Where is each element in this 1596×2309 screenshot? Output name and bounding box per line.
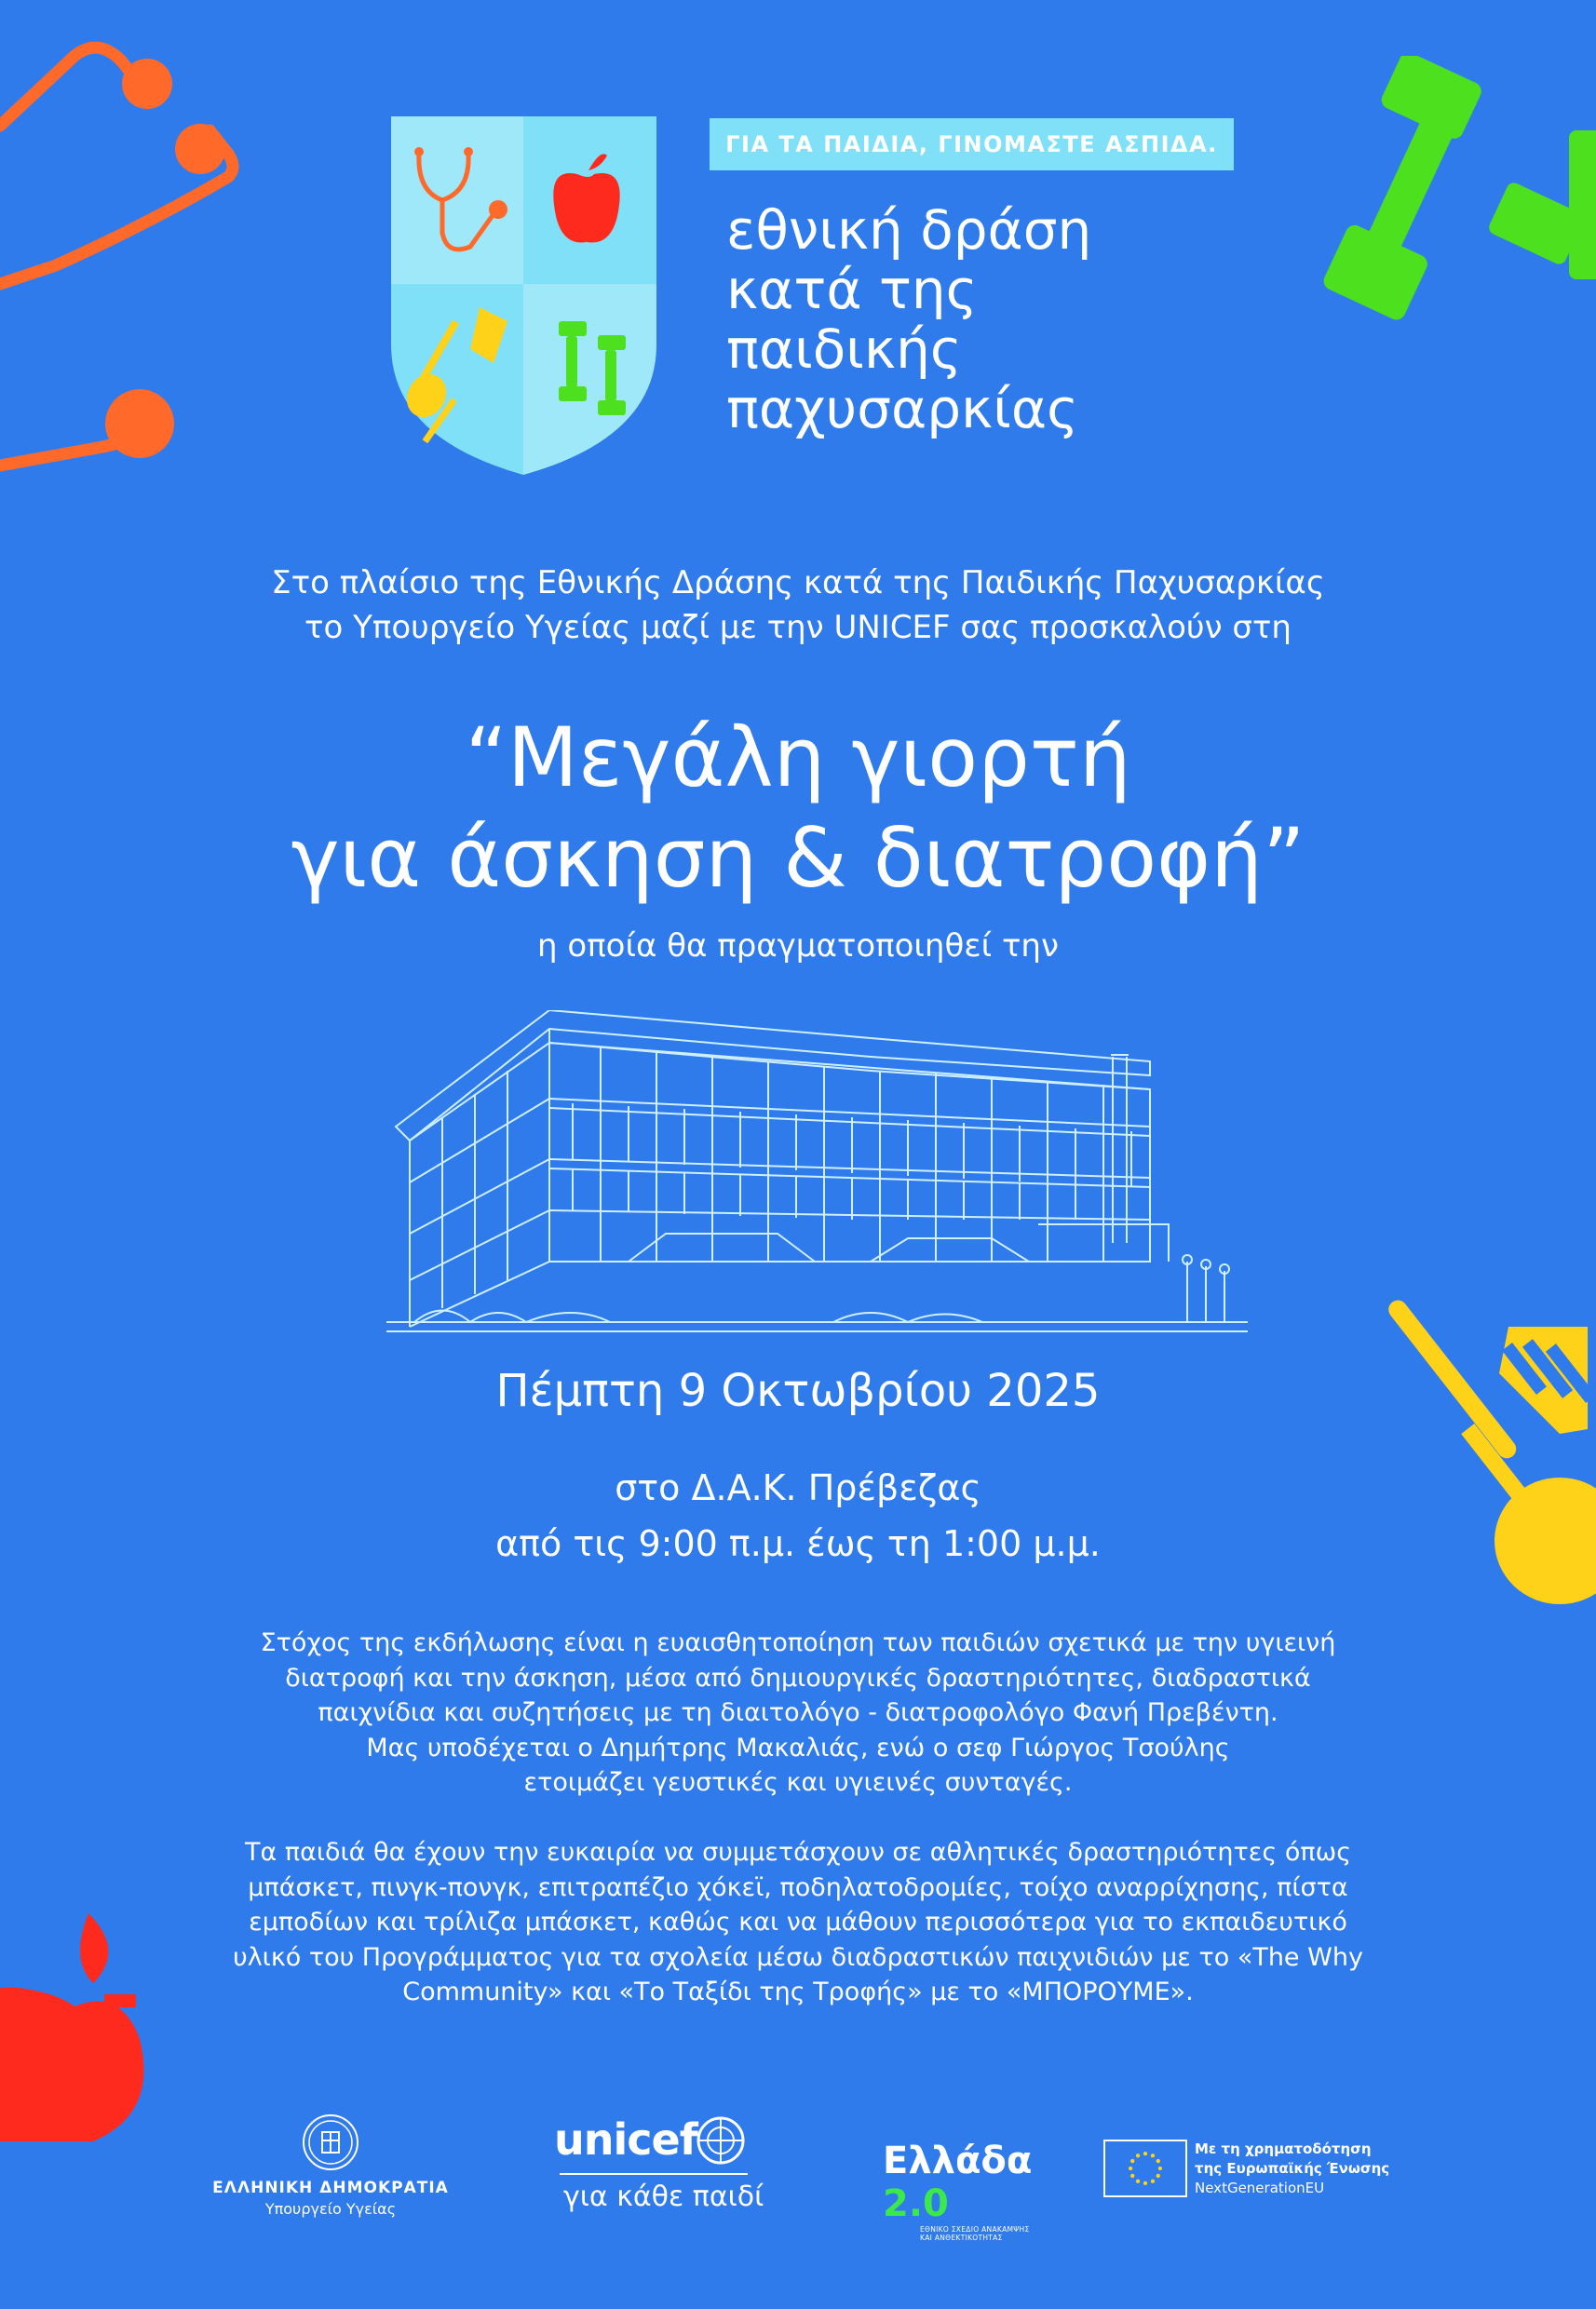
eu-star [1136, 2180, 1140, 2183]
unicef-name: unicef [554, 2114, 697, 2165]
description-paragraph [0, 1626, 1596, 1801]
unicef-logo [554, 2115, 768, 2227]
building-drawing [386, 1010, 1248, 1341]
greek-emblem-icon [302, 2113, 359, 2171]
eu-star [1143, 2181, 1147, 2185]
paragraph-line: διατροφή και την άσκηση, μέσα από δημιουργικές δραστηριότητες, διαδραστικά [285, 1663, 1311, 1693]
paragraph-line: υλικό του Προγράμματος για τα σχολεία μέσω διαδραστικών παιχνιδιών με το «The Why [233, 1942, 1363, 1972]
paragraph-line: μπάσκετ, πινγκ-πονγκ, επιτραπέζιο χόκεϊ, ποδηλατοδρομίες, τοίχο αναρρίχησης, πίστα [248, 1872, 1348, 1902]
intro-line: το Υπουργείο Υγείας μαζί με την UNICEF σας προσκαλούν στη [304, 609, 1292, 646]
eu-funding-logo [1103, 2140, 1420, 2200]
intro-line: Στο πλαίσιο της Εθνικής Δράσης κατά της Παιδικής Παχυσαρκίας [271, 564, 1325, 601]
paragraph-line: Community» και «Το Ταξίδι της Τροφής» με το «ΜΠΟΡΟΥΜΕ». [402, 1978, 1194, 2006]
eu-star [1130, 2159, 1134, 2163]
campaign-title-line: κατά της [726, 258, 978, 321]
slogan-banner [710, 118, 1234, 170]
eu-star [1156, 2174, 1160, 2178]
unicef-divider [560, 2173, 748, 2175]
activities-paragraph [0, 1835, 1596, 2010]
paragraph-line: εμποδίων και τρίλιζα μπάσκετ, καθώς και να μάθουν περισσότερα για το εκπαιδευτικό [249, 1908, 1347, 1937]
eu-star [1151, 2154, 1155, 2157]
greece-word: Ελλάδα [883, 2140, 1033, 2182]
campaign-title [726, 200, 1378, 439]
event-title-line: “Μεγάλη γιορτή [465, 709, 1131, 805]
eu-flag-icon [1103, 2140, 1187, 2197]
eu-star [1143, 2152, 1147, 2155]
hellenic-republic-logo [200, 2113, 461, 2235]
paragraph-line: Τα παιδιά θα έχουν την ευκαιρία να συμμετάσχουν σε αθλητικές δραστηριότητες όπως [244, 1838, 1352, 1867]
slogan-text: ΓΙΑ ΤΑ ΠΑΙΔΙΑ, ΓΙΝΟΜΑΣΤΕ ΑΣΠΙΔΑ. [725, 131, 1218, 157]
eu-star [1130, 2174, 1134, 2178]
greece-num: 2.0 [883, 2182, 949, 2225]
stethoscope-icon [0, 37, 251, 484]
greece-subtitle-line: ΚΑΙ ΑΝΘΕΚΤΙΚΟΤΗΤΑΣ [920, 2234, 1003, 2242]
eu-star [1151, 2180, 1155, 2183]
eu-line: της Ευρωπαϊκής Ένωσης [1195, 2160, 1390, 2177]
eu-star [1129, 2167, 1132, 2170]
campaign-title-line: παιδικής [726, 317, 962, 381]
eu-star [1136, 2154, 1140, 2157]
paragraph-line: παιχνίδια και συζητήσεις με τη διαιτολόγο - διατροφολόγο Φανή Πρεβέντη. [318, 1698, 1278, 1727]
paragraph-line: Στόχος της εκδήλωσης είναι η ευαισθητοποίηση των παιδιών σχετικά με την υγιεινή [260, 1628, 1336, 1657]
event-date: Πέμπτη 9 Οκτωβρίου 2025 [495, 1365, 1101, 1417]
campaign-title-line: παχυσαρκίας [726, 377, 1079, 440]
event-venue-block [0, 1460, 1596, 1572]
paragraph-line: Μας υποδέχεται ο Δημήτρης Μακαλιάς, ενώ ο σεφ Γιώργος Τσούλης [366, 1733, 1230, 1762]
eu-star [1156, 2159, 1160, 2163]
greece-subtitle-line: ΕΘΝΙΚΟ ΣΧΕΔΙΟ ΑΝΑΚΑΜΨΗΣ [920, 2225, 1030, 2234]
unicef-tagline: για κάθε παιδί [563, 2181, 764, 2213]
campaign-title-line: εθνική δράση [726, 198, 1092, 262]
event-title-line: για άσκηση & διατροφή” [291, 810, 1305, 906]
greece-2-0-wordmark [883, 2140, 1097, 2225]
event-venue: στο Δ.Α.Κ. Πρέβεζας [615, 1467, 981, 1508]
gov-name: ΕΛΛΗΝΙΚΗ ΔΗΜΟΚΡΑΤΙΑ [212, 2179, 449, 2197]
eu-line: Με τη χρηματοδότηση [1195, 2140, 1372, 2157]
event-subtitle: η οποία θα πραγματοποιηθεί την [537, 927, 1059, 965]
greece-subtitle [920, 2225, 1097, 2242]
shield-logo [391, 116, 656, 475]
event-time: από τις 9:00 π.μ. έως τη 1:00 μ.μ. [495, 1523, 1101, 1564]
eu-star [1158, 2167, 1162, 2170]
intro-text [0, 560, 1596, 650]
paragraph-line: ετοιμάζει γευστικές και υγιεινές συνταγές. [523, 1768, 1073, 1797]
eu-text [1195, 2140, 1389, 2198]
gov-ministry: Υπουργείο Υγείας [264, 2200, 397, 2218]
event-title [0, 708, 1596, 909]
unicef-globe-icon [696, 2115, 746, 2166]
greece-2-0-logo [883, 2140, 1097, 2242]
eu-line: NextGenerationEU [1195, 2180, 1325, 2196]
